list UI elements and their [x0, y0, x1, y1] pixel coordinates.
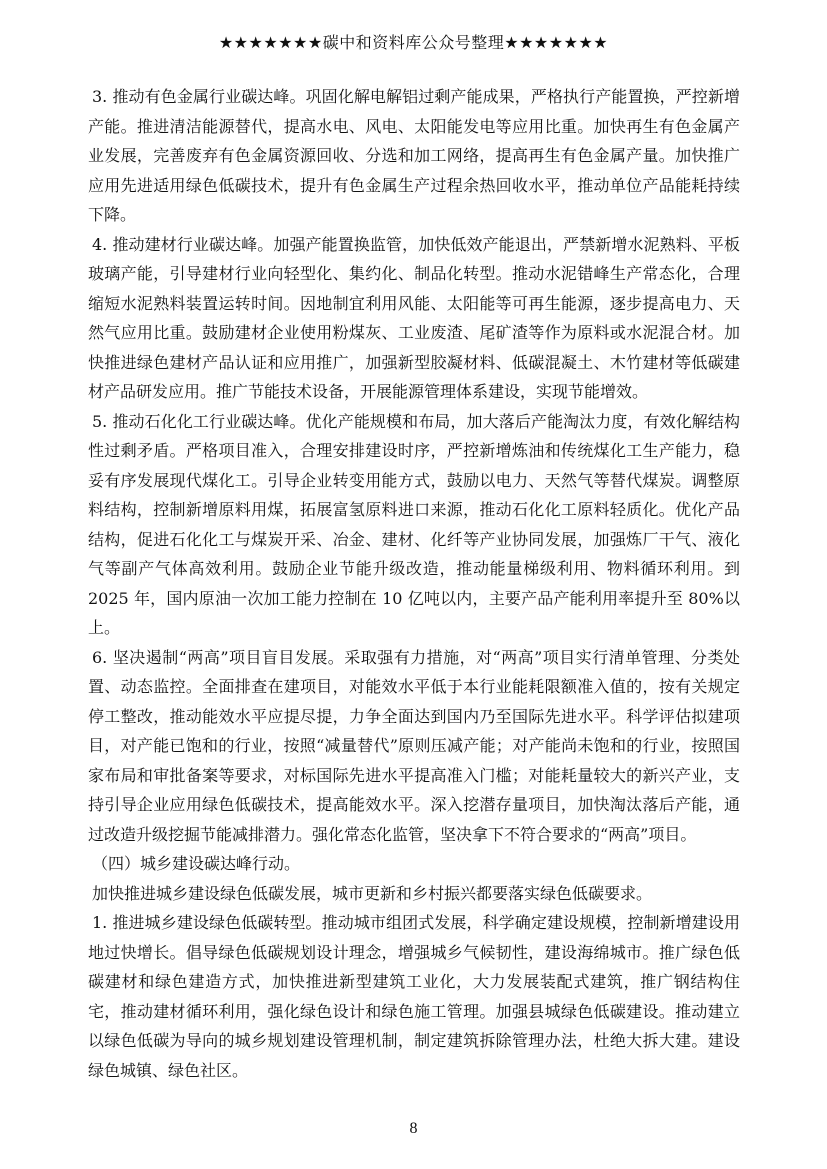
paragraph-lead: 5. 推动石化化工行业碳达峰。 — [92, 411, 306, 431]
document-body — [88, 82, 740, 1085]
section-title: （四）城乡建设碳达峰行动。 — [92, 854, 301, 873]
paragraph-intro — [88, 879, 740, 909]
paragraph-text: 采取强有力措施，对“两高”项目实行清单管理、分类处置、动态监控。全面排查在建项目，对能效水平低于本行业能耗限额准入值的，按有关规定停工整改，推动能效水平应提尽提，力争全面达到国内乃至国际先进水平。科学评估拟建项目，对产能已饱和的行业，按照“减量替代”原则压减产能；对产能尚未饱和的行业，按照国家布局和审批备案等要求，对标国际先进水平提高准入门槛；对能耗量较大的新兴产业，支持引导企业应用绿色低碳技术，提高能效水平。深入挖潜存量项目，加快淘汰落后产能，通过改造升级挖掘节能减排潜力。强化常态化监管，坚决拿下不符合要求的“两高”项目。 — [88, 647, 740, 844]
section-heading — [88, 849, 740, 879]
paragraph-urban-rural — [88, 908, 740, 1085]
paragraph-lead: 6. 坚决遏制“两高”项目盲目发展。 — [92, 647, 345, 667]
paragraph-text: 巩固化解电解铝过剩产能成果，严格执行产能置换，严控新增产能。推进清洁能源替代，提高水电、风电、太阳能发电等应用比重。加快再生有色金属产业发展，完善废弃有色金属资源回收、分选和加工网络，提高再生有色金属产量。加快推广应用先进适用绿色低碳技术，提升有色金属生产过程余热回收水平，推动单位产品能耗持续下降。 — [88, 87, 740, 224]
paragraph-text: 加强产能置换监管，加快低效产能退出，严禁新增水泥熟料、平板玻璃产能，引导建材行业向轻型化、集约化、制品化转型。推动水泥错峰生产常态化，合理缩短水泥熟料装置运转时间。因地制宜利用风能、太阳能等可再生能源，逐步提高电力、天然气应用比重。鼓励建材企业使用粉煤灰、工业废渣、尾矿渣等作为原料或水泥混合材。加快推进绿色建材产品认证和应用推广，加强新型胶凝材料、低碳混凝土、木竹建材等低碳建材产品研发应用。推广节能技术设备，开展能源管理体系建设，实现节能增效。 — [88, 234, 740, 401]
page-number: 8 — [409, 1120, 418, 1137]
paragraph-text: 加快推进城乡建设绿色低碳发展，城市更新和乡村振兴都要落实绿色低碳要求。 — [92, 883, 653, 903]
paragraph-two-high — [88, 643, 740, 850]
paragraph-lead: 3. 推动有色金属行业碳达峰。 — [92, 87, 306, 106]
paragraph-lead: 1. 推进城乡建设绿色低碳转型。 — [92, 913, 322, 932]
paragraph-petrochemical — [88, 407, 740, 643]
paragraph-nonferrous — [88, 82, 740, 230]
paragraph-text: 推动城市组团式发展，科学确定建设规模，控制新增建设用地过快增长。倡导绿色低碳规划设计理念，增强城乡气候韧性，建设海绵城市。推广绿色低碳建材和绿色建造方式，加快推进新型建筑工业化，大力发展装配式建筑，推广钢结构住宅，推动建材循环利用，强化绿色设计和绿色施工管理。加强县城绿色低碳建设。推动建立以绿色低碳为导向的城乡规划建设管理机制，制定建筑拆除管理办法，杜绝大拆大建。建设绿色城镇、绿色社区。 — [88, 913, 740, 1080]
paragraph-text: 优化产能规模和布局，加大落后产能淘汰力度，有效化解结构性过剩矛盾。严格项目准入，合理安排建设时序，严控新增炼油和传统煤化工生产能力，稳妥有序发展现代煤化工。引导企业转变用能方式，鼓励以电力、天然气等替代煤炭。调整原料结构，控制新增原料用煤，拓展富氢原料进口来源，推动石化化工原料轻质化。优化产品结构，促进石化化工与煤炭开采、冶金、建材、化纤等产业协同发展，加强炼厂干气、液化气等副产气体高效利用。鼓励企业节能升级改造，推动能量梯级利用、物料循环利用。到 2025 年，国内原油一次加工能力控制在 10 亿吨以内，主要产品产能利用率提升至 80%以上。 — [88, 411, 740, 637]
page-header: ★★★★★★★碳中和资料库公众号整理★★★★★★★ — [218, 33, 609, 52]
paragraph-building-materials — [88, 230, 740, 407]
paragraph-lead: 4. 推动建材行业碳达峰。 — [92, 234, 274, 254]
